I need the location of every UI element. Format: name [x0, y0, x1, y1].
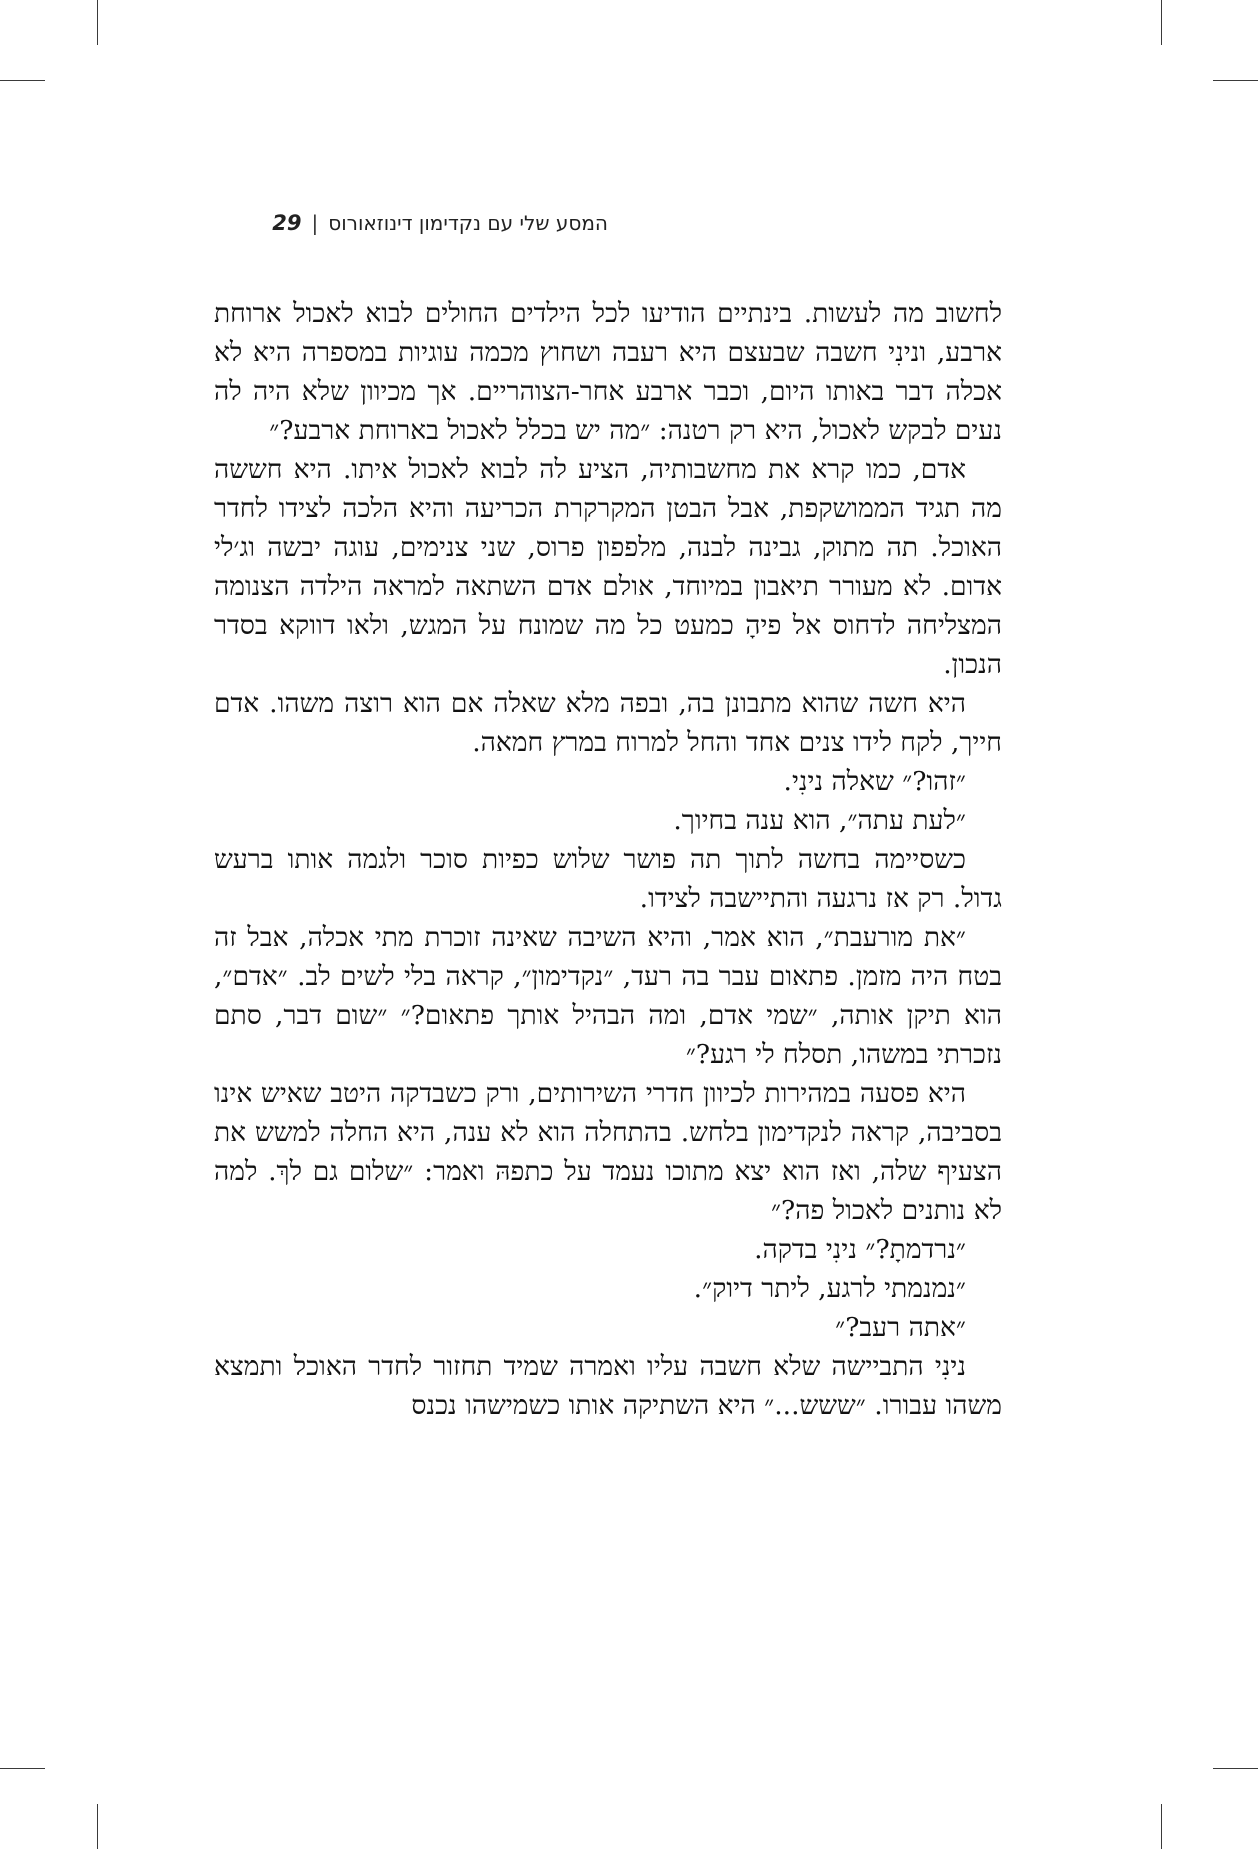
paragraph: כשסיימה בחשה לתוך תה פושר שלוש כפיות סוכר ולגמה אותו ברעש גדול. רק אז נרגעה והתיישבה לצידו.: [214, 844, 1002, 914]
running-head: [213, 208, 608, 238]
paragraph: היא חשה שהוא מתבונן בה, ובפה מלא שאלה אם הוא רוצה משהו. אדם חייך, לקח לידו צנים אחד והחל למרוח במרץ חמאה.: [214, 688, 1002, 758]
paragraph: ״אתה רעב?״: [835, 1312, 966, 1343]
paragraph: אדם, כמו קרא את מחשבותיה, הציע לה לבוא לאכול איתו. היא חששה מה תגיד הממושקפת, אבל הבטן המקרקרת הכריעה והיא הלכה לצידו לחדר האוכל. תה מתוק, גבינה לבנה, מלפפון פרוס, שני צנימים, עוגה יבשה וג׳לי אדום. לא מעורר תיאבון במיוחד, אולם אדם השתאה למראה הילדה הצנומה המצליחה לדחוס אל פיהָ כמעט כל מה שמונח על המגש, ולאו דווקא בסדר הנכון.: [214, 454, 1002, 680]
crop-mark-top-left-horizontal: [0, 80, 45, 81]
paragraph: לחשוב מה לעשות. בינתיים הודיעו לכל הילדים החולים לבוא לאכול ארוחת ארבע, ונינִי חשבה שבעצם היא רעבה ושחוץ מכמה עוגיות במספרה היא לא אכלה דבר באותו היום, וכבר ארבע אחר-הצוהריים. אך מכיוון שלא היה לה נעים לבקש לאכול, היא רק רטנה: ״מה יש בכלל לאכול בארוחת ארבע?״: [214, 298, 1002, 446]
paragraph: ״לעת עתה״, הוא ענה בחיוך.: [673, 805, 966, 836]
book-title: המסע שלי עם נקדימון דינוזאורוס: [328, 211, 608, 235]
paragraph: היא פסעה במהירות לכיוון חדרי השירותים, ורק כשבדקה היטב שאיש אינו בסביבה, קראה לנקדימון בלחש. בהתחלה הוא לא ענה, היא החלה למשש את הצעיף שלה, ואז הוא יצא מתוכו נעמד על כתפהּ ואמר: ״שלום גם לךְ. למה לא נותנים לאכול פה?״: [214, 1078, 1002, 1226]
paragraph: ״זהו?״ שאלה נינִי.: [783, 766, 966, 797]
crop-mark-bottom-left-vertical: [97, 1804, 98, 1849]
body-text: [214, 294, 1002, 1425]
crop-mark-top-left-vertical: [97, 0, 98, 45]
crop-mark-top-right-horizontal: [1213, 80, 1258, 81]
paragraph: ״נמנמתי לרגע, ליתר דיוק״.: [693, 1273, 966, 1304]
paragraph: נינִי התביישה שלא חשבה עליו ואמרה שמיד תחזור לחדר האוכל ותמצא משהו עבורו. ״ששש...״ היא השתיקה אותו כשמישהו נכנס: [214, 1351, 1002, 1421]
paragraph: ״נרדמתָ?״ נינִי בדקה.: [754, 1234, 966, 1265]
crop-mark-bottom-right-horizontal: [1213, 1768, 1258, 1769]
crop-mark-bottom-right-vertical: [1161, 1804, 1162, 1849]
paragraph: ״את מורעבת״, הוא אמר, והיא השיבה שאינה זוכרת מתי אכלה, אבל זה בטח היה מזמן. פתאום עבר בה רעד, ״נקדימון״, קראה בלי לשים לב. ״אדם״, הוא תיקן אותה, ״שמי אדם, ומה הבהיל אותך פתאום?״ ״שום דבר, סתם נזכרתי במשהו, תסלח לי רגע?״: [214, 922, 1002, 1070]
header-separator: |: [311, 211, 319, 235]
crop-mark-top-right-vertical: [1161, 0, 1162, 45]
page-number: 29: [272, 211, 302, 235]
crop-mark-bottom-left-horizontal: [0, 1768, 45, 1769]
